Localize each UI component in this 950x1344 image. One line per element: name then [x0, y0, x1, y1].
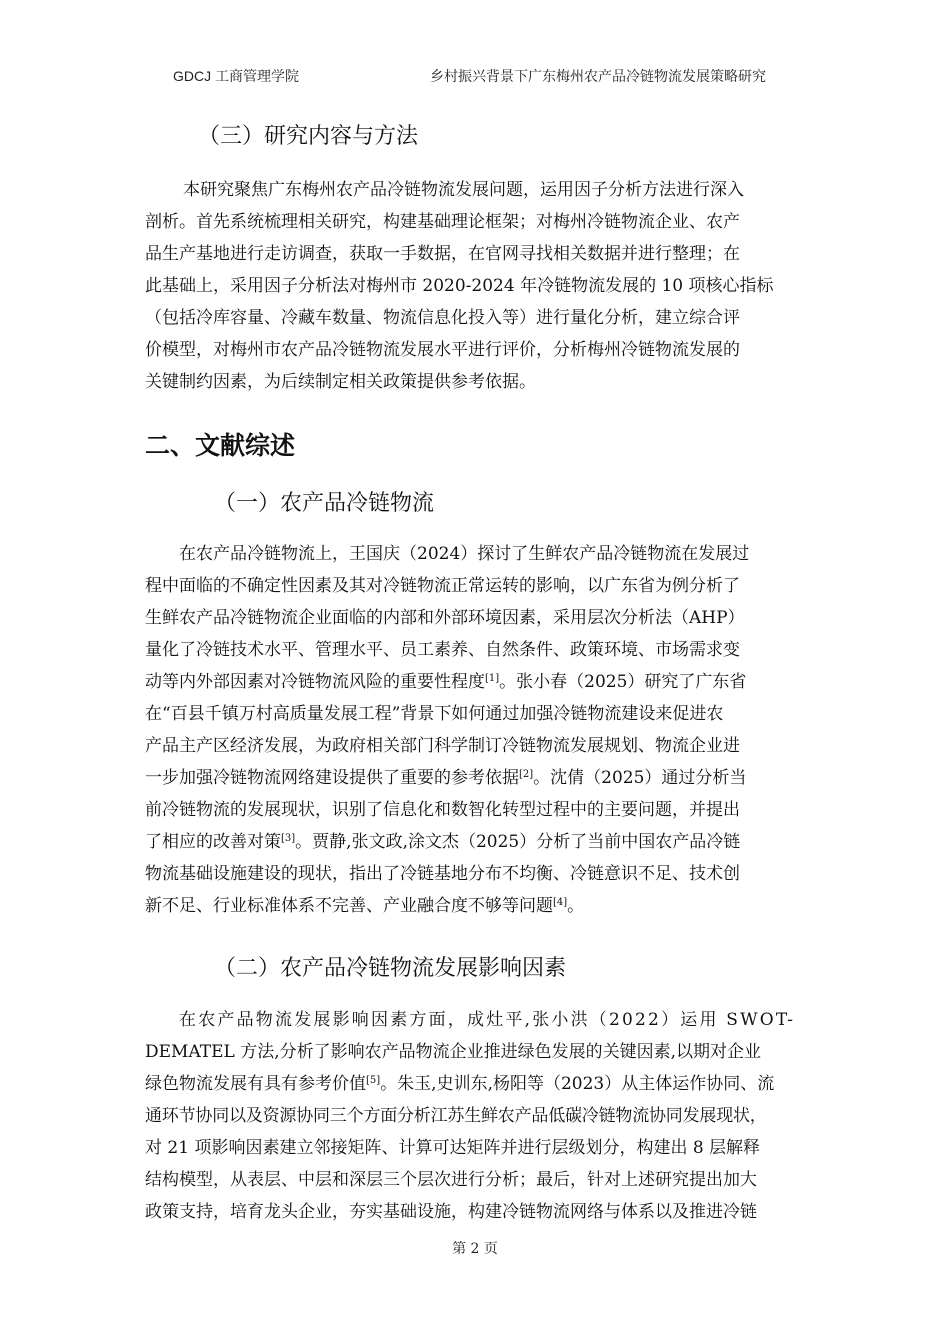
- text-line: 在农产品物流发展影响因素方面，成灶平,张小洪（2022）运用 SWOT-: [179, 1010, 796, 1030]
- text-line: 在“百县千镇万村高质量发展工程”背景下如何通过加强冷链物流建设来促进农: [145, 704, 724, 724]
- text-line: [145, 762, 835, 794]
- text-line: [145, 826, 835, 858]
- citation-ref: [4]: [553, 897, 568, 908]
- text-line: [145, 666, 835, 698]
- text-line: 结构模型，从表层、中层和深层三个层次进行分析；最后，针对上述研究提出加大: [145, 1170, 757, 1190]
- text-segment: 新不足、行业标准体系不完善、产业融合度不够等问题: [145, 896, 553, 916]
- text-segment: 绿色物流发展有具有参考价值: [145, 1074, 366, 1094]
- header-right: 乡村振兴背景下广东梅州农产品冷链物流发展策略研究: [430, 69, 766, 85]
- text-segment: 一步加强冷链物流网络建设提供了重要的参考依据: [145, 768, 519, 788]
- text-line: 程中面临的不确定性因素及其对冷链物流正常运转的影响，以广东省为例分析了: [145, 576, 740, 596]
- text-line: 本研究聚焦广东梅州农产品冷链物流发展问题，运用因子分析方法进行深入: [183, 180, 744, 200]
- text-line: 价模型，对梅州市农产品冷链物流发展水平进行评价，分析梅州冷链物流发展的: [145, 340, 740, 360]
- text-segment: 动等内外部因素对冷链物流风险的重要性程度: [145, 672, 485, 692]
- header-left: GDCJ 工商管理学院: [173, 68, 299, 84]
- text-line: 生鲜农产品冷链物流企业面临的内部和外部环境因素，采用层次分析法（AHP）: [145, 608, 745, 628]
- text-line: 前冷链物流的发展现状，识别了信息化和数智化转型过程中的主要问题，并提出: [145, 800, 740, 820]
- text-line: （包括冷库容量、冷藏车数量、物流信息化投入等）进行量化分析，建立综合评: [145, 308, 740, 328]
- text-line: 通环节协同以及资源协同三个方面分析江苏生鲜农产品低碳冷链物流协同发展现状，: [145, 1106, 767, 1126]
- paragraph-cold-chain: [145, 538, 835, 922]
- section-heading-cold-chain: （一）农产品冷链物流: [214, 491, 435, 516]
- paragraph-research-content: [145, 174, 835, 398]
- section-heading-research-content: （三）研究内容与方法: [198, 124, 419, 149]
- text-line: 量化了冷链技术水平、管理水平、员工素养、自然条件、政策环境、市场需求变: [145, 640, 740, 660]
- paragraph-influencing-factors: [145, 1004, 835, 1228]
- text-segment: 。贾静,张文政,涂文杰（2025）分析了当前中国农产品冷链: [295, 832, 741, 852]
- chapter-heading-literature-review: 二、文献综述: [145, 431, 296, 460]
- text-line: 品生产基地进行走访调查，获取一手数据，在官网寻找相关数据并进行整理；在: [145, 244, 740, 264]
- text-line: 物流基础设施建设的现状，指出了冷链基地分布不均衡、冷链意识不足、技术创: [145, 864, 740, 884]
- text-line: 在农产品冷链物流上，王国庆（2024）探讨了生鲜农产品冷链物流在发展过: [179, 544, 750, 564]
- text-line: [145, 890, 835, 922]
- text-segment: 。张小春（2025）研究了广东省: [499, 672, 747, 692]
- text-line: 关键制约因素，为后续制定相关政策提供参考依据。: [145, 372, 536, 392]
- section-heading-influencing-factors: （二）农产品冷链物流发展影响因素: [214, 956, 567, 981]
- citation-ref: [2]: [519, 769, 534, 780]
- text-segment: 。: [567, 896, 585, 916]
- text-line: 对 21 项影响因素建立邻接矩阵、计算可达矩阵并进行层级划分，构建出 8 层解释: [145, 1138, 761, 1158]
- citation-ref: [3]: [281, 833, 296, 844]
- text-line: 政策支持，培育龙头企业，夯实基础设施，构建冷链物流网络与体系以及推进冷链: [145, 1202, 757, 1222]
- text-line: 剖析。首先系统梳理相关研究，构建基础理论框架；对梅州冷链物流企业、农产: [145, 212, 740, 232]
- citation-ref: [5]: [366, 1075, 381, 1086]
- text-line: 此基础上，采用因子分析法对梅州市 2020-2024 年冷链物流发展的 10 项核心指标: [145, 276, 774, 296]
- text-line: 产品主产区经济发展，为政府相关部门科学制订冷链物流发展规划、物流企业进: [145, 736, 740, 756]
- text-line: [145, 1068, 835, 1100]
- citation-ref: [1]: [485, 673, 500, 684]
- text-segment: 了相应的改善对策: [145, 832, 281, 852]
- text-line: DEMATEL 方法,分析了影响农产品物流企业推进绿色发展的关键因素,以期对企业: [145, 1042, 762, 1062]
- text-segment: 。沈倩（2025）通过分析当: [533, 768, 747, 788]
- page-number: 第 2 页: [452, 1241, 498, 1257]
- text-segment: 。朱玉,史训东,杨阳等（2023）从主体运作协同、流: [380, 1074, 775, 1094]
